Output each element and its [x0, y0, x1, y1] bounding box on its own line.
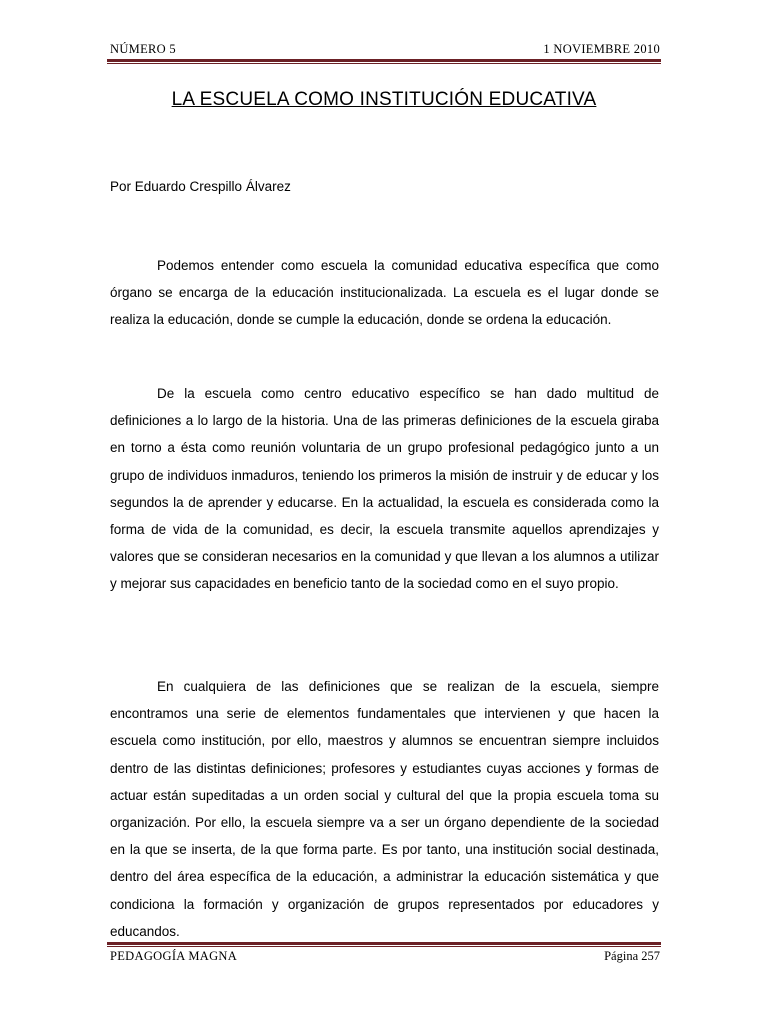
article-title: LA ESCUELA COMO INSTITUCIÓN EDUCATIVA — [171, 89, 597, 110]
header-rule — [107, 59, 661, 62]
paragraph — [110, 380, 659, 598]
footer-rule — [107, 942, 661, 945]
issue-date: 1 NOVIEMBRE 2010 — [543, 42, 660, 56]
header-rule-thin — [107, 63, 661, 64]
publication-name: PEDAGOGÍA MAGNA — [110, 949, 238, 963]
issue-number: NÚMERO 5 — [110, 42, 176, 56]
paragraph-text: Podemos entender como escuela la comunidad educativa específica que como órgano se encarga de la educación institucionalizada. La escuela es el lugar donde se realiza la educación, donde se cumple la educación, donde se ordena la educación. — [110, 258, 659, 328]
page-header — [110, 42, 660, 58]
paragraph-text: En cualquiera de las definiciones que se realizan de la escuela, siempre encontramos una serie de elementos fundamentales que intervienen y que hacen la escuela como institución, por ello, maestros y alumnos se encuentran siempre incluidos dentro de las distintas definiciones; profesores y estudiantes cuyas acciones y formas de actuar están supeditadas a un orden social y cultural del que la propia escuela toma su organización. Por ello, la escuela siempre va a ser un órgano dependiente de la sociedad en la que se inserta, de la que forma parte. Es por tanto, una institución social destinada, dentro del área específica de la educación, a administrar la educación sistemática y que condiciona la formación y organización de grupos representados por educadores y educandos. — [110, 679, 659, 939]
paragraph-text: De la escuela como centro educativo específico se han dado multitud de definiciones a lo largo de la historia. Una de las primeras definiciones de la escuela giraba en torno a ésta como reunión voluntaria de un grupo profesional pedagógico junto a un grupo de individuos inmaduros, teniendo los primeros la misión de instruir y de educar y los segundos la de aprender y educarse. En la actualidad, la escuela es considerada como la forma de vida de la comunidad, es decir, la escuela transmite aquellos aprendizajes y valores que se consideran necesarios en la comunidad y que llevan a los alumnos a utilizar y mejorar sus capacidades en beneficio tanto de la sociedad como en el suyo propio. — [110, 386, 659, 592]
paragraph — [110, 673, 659, 945]
footer-rule-thin — [107, 946, 661, 947]
paragraph — [110, 252, 659, 334]
article-author: Por Eduardo Crespillo Álvarez — [110, 179, 291, 194]
page-number: Página 257 — [604, 949, 660, 963]
page-footer — [110, 949, 660, 965]
